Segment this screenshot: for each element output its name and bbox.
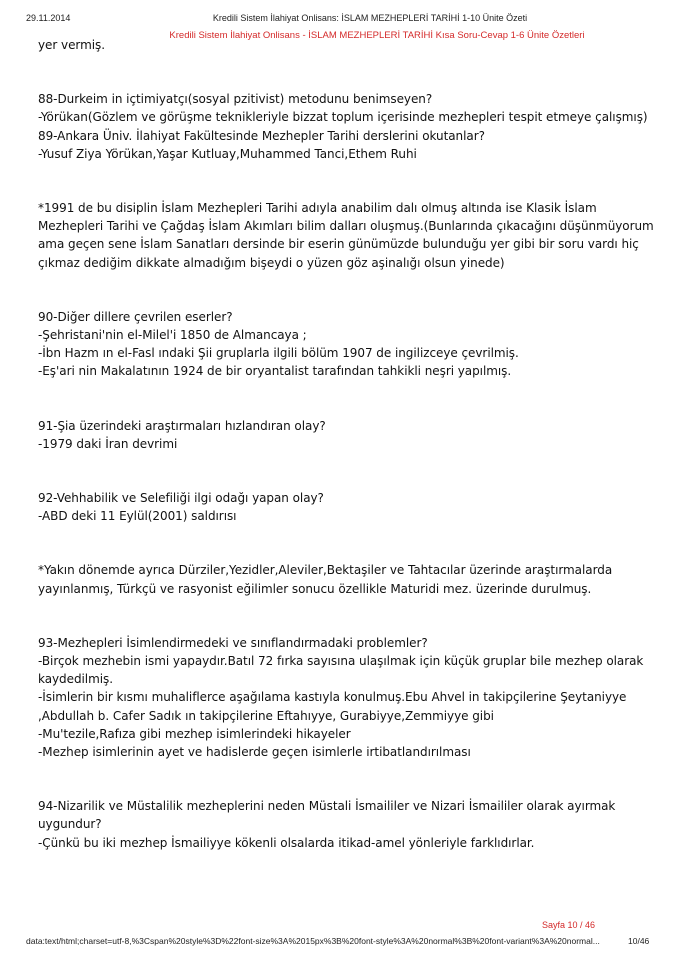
answer-93-item: -Birçok mezhebin ismi yapaydır.Batıl 72 fırka sayısına ulaşılmak için küçük gruplar bile mezhep olarak kaydedilmiş. <box>38 654 644 687</box>
answer-93-item: -Mezhep isimlerinin ayet ve hadislerde geçen isimlerle irtibatlandırılması <box>38 745 471 760</box>
question-89: 89-Ankara Üniv. İlahiyat Fakültesinde Mezhepler Tarihi derslerini okutanlar? <box>38 128 485 143</box>
question-90: 90-Diğer dillere çevrilen eserler? <box>38 309 233 324</box>
note-1991: *1991 de bu disiplin İslam Mezhepleri Tarihi adıyla anabilim dalı olmuş altında ise Klasik İslam Mezhepleri Tarihi ve Çağdaş İslam Akımları bilim dalları oluşmuş.(Bunlarında çıkacağını düşünmüyorum ama geçen sene İslam Sanatları dersinde bir eserin günümüzde bulunduğu yer gibi bir soru vardı hiç çıkmaz dediğim dikkate almadığım bişeydi o yüzen göz aşinalığı olsun yinede) <box>38 201 654 270</box>
print-footer-url: data:text/html;charset=utf-8,%3Cspan%20style%3D%22font-size%3A%2015px%3B%20font-style%3A%20normal%3B%20font-variant%3A%20normal... <box>26 936 600 946</box>
answer-91: -1979 daki İran devrimi <box>38 436 178 451</box>
answer-93-item: -Mu'tezile,Rafıza gibi mezhep isimlerindeki hikayeler <box>38 726 351 741</box>
answer-90-item: -Şehristani'nin el-Milel'i 1850 de Almancaya ; <box>38 328 307 343</box>
note-recent-research: *Yakın dönemde ayrıca Dürziler,Yezidler,Aleviler,Bektaşiler ve Tahtacılar üzerinde araştırmalarda yayınlanmış, Türkçü ve rasyonist eğilimler sonucu özellikle Maturidi mez. üzerinde durulmuş. <box>38 563 613 596</box>
question-91: 91-Şia üzerindeki araştırmaları hızlandıran olay? <box>38 418 326 433</box>
print-footer-page-count: 10/46 <box>628 936 650 946</box>
intro-text: yer vermiş. <box>38 38 105 52</box>
answer-92: -ABD deki 11 Eylül(2001) saldırısı <box>38 509 237 524</box>
question-88: 88-Durkeim in içtimiyatçı(sosyal pzitivist) metodunu benimseyen? <box>38 92 433 107</box>
print-date: 29.11.2014 <box>26 13 71 23</box>
answer-93-item: -İsimlerin bir kısmı muhaliflerce aşağılama kastıyla konulmuş.Ebu Ahvel in takipçilerine Şeytaniyye ,Abdullah b. Cafer Sadık ın takipçilerine Eftahıyye, Gurabiyye,Zemmiyye gibi <box>38 690 627 723</box>
page-indicator: Sayfa 10 / 46 <box>542 920 596 930</box>
blog-subtitle-link[interactable]: Kredili Sistem İlahiyat Onlisans - İSLAM MEZHEPLERİ TARİHİ Kısa Soru-Cevap 1-6 Ünite Özetleri <box>169 30 585 41</box>
question-92: 92-Vehhabilik ve Selefiliği ilgi odağı yapan olay? <box>38 491 324 506</box>
document-body <box>38 36 654 852</box>
question-94: 94-Nizarilik ve Müstalilik mezheplerini neden Müstali İsmaililer ve Nizari İsmaililer olarak ayırmak uygundur? <box>38 799 616 832</box>
answer-94: -Çünkü bu iki mezhep İsmailiyye kökenli olsalarda itikad-amel yönleriyle farklıdırlar. <box>38 835 535 850</box>
answer-88: -Yörükan(Gözlem ve görüşme teknikleriyle bizzat toplum içerisinde mezhepleri tespit etmeye çalışmış) <box>38 110 648 125</box>
answer-90-item: -İbn Hazm ın el-Fasl ındaki Şii gruplarla ilgili bölüm 1907 de ingilizceye çevrilmiş. <box>38 346 519 361</box>
answer-89: -Yusuf Ziya Yörükan,Yaşar Kutluay,Muhammed Tanci,Ethem Ruhi <box>38 146 417 161</box>
print-header-title: Kredili Sistem İlahiyat Onlisans: İSLAM MEZHEPLERİ TARİHİ 1-10 Ünite Özeti <box>212 13 528 23</box>
question-93: 93-Mezhepleri İsimlendirmedeki ve sınıflandırmadaki problemler? <box>38 635 428 650</box>
answer-90-item: -Eş'ari nin Makalatının 1924 de bir oryantalist tarafından tahkikli neşri yapılmış. <box>38 364 512 379</box>
